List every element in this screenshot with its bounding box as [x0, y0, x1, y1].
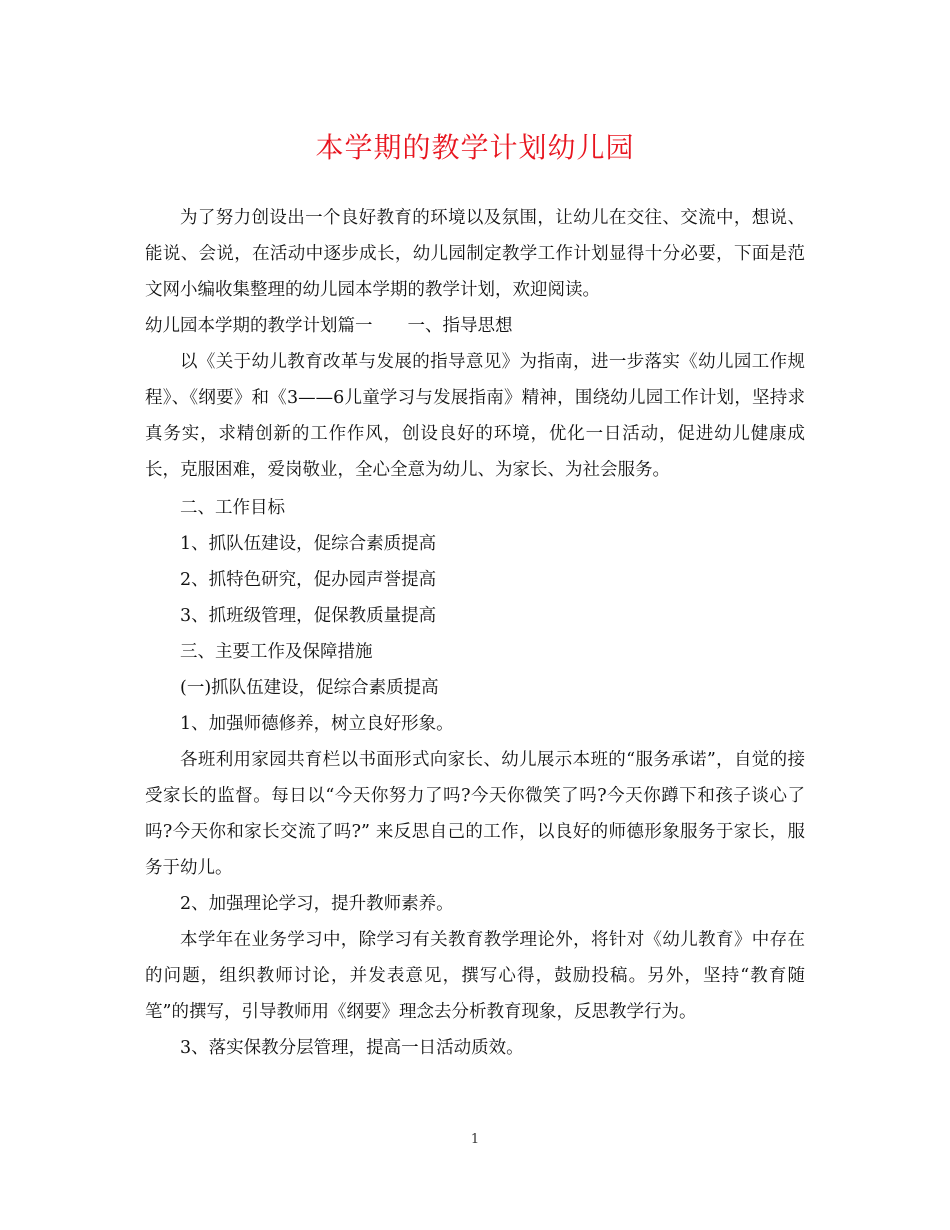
section-heading-guiding-thought: 幼儿园本学期的教学计划篇一 一、指导思想: [145, 316, 513, 336]
intro-paragraph: 为了努力创设出一个良好教育的环境以及氛围，让幼儿在交往、交流中，想说、能说、会说，在活动中逐步成长，幼儿园制定教学工作计划显得十分必要，下面是范文网小编收集整理的幼儿园本学期的教学计划，欢迎阅读。: [145, 208, 805, 300]
document-body: [145, 200, 805, 1066]
guiding-thought-paragraph: 以《关于幼儿教育改革与发展的指导意见》为指南，进一步落实《幼儿园工作规程》、《纲要》和《3——6儿童学习与发展指南》精神，围绕幼儿园工作计划，坚持求真务实，求精创新的工作作风，创设良好的环境，优化一日活动，促进幼儿健康成长，克服困难，爱岗敬业，全心全意为幼儿、为家长、为社会服务。: [145, 352, 805, 480]
item-layered-management: 3、落实保教分层管理，提高一日活动质效。: [180, 1038, 524, 1058]
item-theory-study: 2、加强理论学习，提升教师素养。: [180, 894, 454, 914]
heading-work-goals: 二、工作目标: [180, 498, 285, 518]
goal-item-1: 1、抓队伍建设，促综合素质提高: [180, 534, 437, 554]
theory-study-paragraph: 本学年在业务学习中，除学习有关教育教学理论外，将针对《幼儿教育》中存在的问题，组织教师讨论，并发表意见，撰写心得，鼓励投稿。另外，坚持“教育随笔”的撰写，引导教师用《纲要》理念去分析教育现象，反思教学行为。: [145, 930, 805, 1022]
item-ethics: 1、加强师德修养，树立良好形象。: [180, 714, 454, 734]
document-title: 本学期的教学计划幼儿园: [315, 131, 635, 164]
goal-item-3: 3、抓班级管理，促保教质量提高: [180, 606, 437, 626]
subheading-team-building: (一)抓队伍建设，促综合素质提高: [180, 678, 439, 698]
page-number: 1: [470, 1132, 480, 1147]
heading-main-work: 三、主要工作及保障措施: [180, 642, 373, 662]
ethics-paragraph: 各班利用家园共育栏以书面形式向家长、幼儿展示本班的“服务承诺”，自觉的接受家长的监督。每日以“今天你努力了吗?今天你微笑了吗?今天你蹲下和孩子谈心了吗?今天你和家长交流了吗?” 来反思自己的工作，以良好的师德形象服务于家长，服务于幼儿。: [145, 750, 805, 878]
goal-item-2: 2、抓特色研究，促办园声誉提高: [180, 570, 437, 590]
